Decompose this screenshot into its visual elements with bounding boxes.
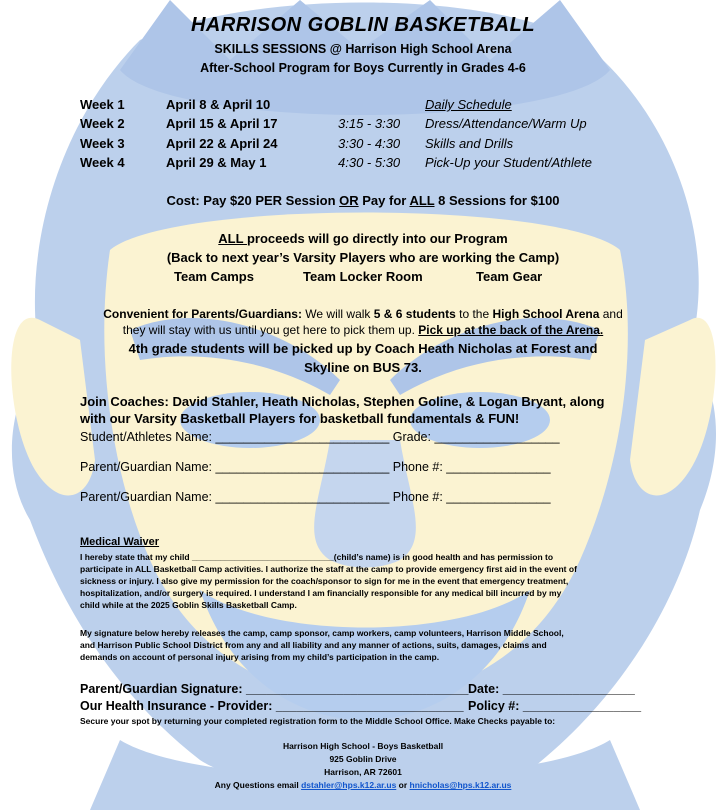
coaches-line-2: with our Varsity Basketball Players for basketball fundamentals & FUN! — [80, 411, 520, 426]
signature-field[interactable]: Parent/Guardian Signature: ________________________________ — [80, 682, 469, 696]
cost-line — [0, 193, 726, 208]
release-line: and Harrison Public School District from any and all liability and any manner of actions, suits, damages, claims and — [80, 640, 547, 650]
convenience-line-2 — [0, 323, 726, 337]
address-line-1: Harrison High School - Boys Basketball — [282, 741, 444, 751]
item-team-gear: Team Gear — [476, 269, 543, 284]
address-line-3: Harrison, AR 72601 — [324, 767, 402, 777]
release-line: demands on account of personal injury arising from my child’s participation in the camp. — [80, 652, 440, 662]
week-3-label: Week 3 — [80, 136, 125, 151]
proceeds-line — [0, 231, 726, 246]
convenience-lead: Convenient for Parents/Guardians: — [103, 307, 302, 321]
waiver-line: hospitalization, and/or surgery is required. I understand I am financially responsible for any medical bill incurred by my — [80, 588, 562, 598]
contact-line — [0, 780, 726, 790]
coaches-line-1: Join Coaches: David Stahler, Heath Nicholas, Stephen Goline, & Logan Bryant, along — [80, 394, 605, 409]
convenience-line-1 — [0, 307, 726, 321]
waiver-line: participate in ALL Basketball Camp activities. I authorize the staff at the camp to provide emergency first aid in the event of — [80, 564, 577, 574]
schedule-activity: Dress/Attendance/Warm Up — [425, 116, 587, 131]
address-line-2: 925 Goblin Drive — [329, 754, 397, 764]
item-locker-room: Team Locker Room — [303, 269, 423, 284]
pickup-location: Pick up at the back of the Arena. — [418, 323, 604, 337]
convenience-text: to the — [455, 307, 493, 321]
student-name-grade-field[interactable]: Student/Athletes Name: _________________________ Grade: __________________ — [80, 430, 560, 444]
daily-schedule-heading: Daily Schedule — [425, 97, 512, 112]
week-4-dates: April 29 & May 1 — [166, 155, 267, 170]
week-2-label: Week 2 — [80, 116, 125, 131]
convenience-text: and — [599, 307, 623, 321]
week-2-dates: April 15 & April 17 — [166, 116, 278, 131]
fourth-grade-line-2: Skyline on BUS 73. — [304, 360, 422, 375]
proceeds-detail: (Back to next year’s Varsity Players who are working the Camp) — [166, 250, 560, 265]
waiver-line: I hereby state that my child ______________________________(child’s name) is in good health and has permission to — [80, 552, 554, 562]
convenience-text: We will walk — [301, 307, 374, 321]
item-team-camps: Team Camps — [174, 269, 254, 284]
convenience-text: they will stay with us until you get here to pick them up. — [122, 323, 419, 337]
secure-spot-note: Secure your spot by returning your completed registration form to the Middle School Office. Make Checks payable to: — [80, 716, 556, 726]
subtitle-skills-sessions: SKILLS SESSIONS @ Harrison High School Arena — [214, 42, 512, 56]
subtitle-program: After-School Program for Boys Currently in Grades 4-6 — [200, 61, 526, 75]
cost-suffix: 8 Sessions for $100 — [434, 193, 560, 208]
cost-all: ALL — [409, 193, 435, 208]
date-field[interactable]: Date: ___________________ — [468, 682, 635, 696]
insurance-provider-field[interactable]: Our Health Insurance - Provider: ___________________________ — [80, 699, 464, 713]
schedule-time: 4:30 - 5:30 — [338, 155, 401, 170]
email-link-stahler[interactable]: dstahler@hps.k12.ar.us — [301, 780, 397, 790]
cost-or: OR — [339, 193, 359, 208]
cost-prefix: Cost: Pay $20 PER Session — [166, 193, 340, 208]
release-line: My signature below hereby releases the camp, camp sponsor, camp workers, camp volunteers, Harrison Middle School, — [80, 628, 564, 638]
parent-guardian-field-2[interactable]: Parent/Guardian Name: _________________________ Phone #: _______________ — [80, 490, 551, 504]
email-link-nicholas[interactable]: hnicholas@hps.k12.ar.us — [409, 780, 512, 790]
contact-or: or — [396, 780, 410, 790]
week-1-label: Week 1 — [80, 97, 125, 112]
medical-waiver-heading: Medical Waiver — [80, 536, 160, 548]
week-4-label: Week 4 — [80, 155, 125, 170]
waiver-line: child while at the 2025 Goblin Skills Basketball Camp. — [80, 600, 297, 610]
fourth-grade-line-1: 4th grade students will be picked up by Coach Heath Nicholas at Forest and — [128, 341, 598, 356]
convenience-grades: 5 & 6 students — [373, 307, 456, 321]
convenience-place: High School Arena — [492, 307, 600, 321]
schedule-activity: Pick-Up your Student/Athlete — [425, 155, 592, 170]
cost-mid: Pay for — [358, 193, 410, 208]
parent-guardian-field-1[interactable]: Parent/Guardian Name: _________________________ Phone #: _______________ — [80, 460, 551, 474]
schedule-activity: Skills and Drills — [425, 136, 514, 151]
schedule-time: 3:30 - 4:30 — [338, 136, 401, 151]
page-title: HARRISON GOBLIN BASKETBALL — [190, 14, 536, 36]
week-1-dates: April 8 & April 10 — [166, 97, 271, 112]
contact-prefix: Any Questions email — [214, 780, 302, 790]
policy-number-field[interactable]: Policy #: _________________ — [468, 699, 642, 713]
week-3-dates: April 22 & April 24 — [166, 136, 278, 151]
proceeds-all: ALL — [218, 231, 247, 246]
schedule-time: 3:15 - 3:30 — [338, 116, 401, 131]
waiver-line: sickness or injury. I also give my permission for the coach/sponsor to sign for me in the event that emergency treatment, — [80, 576, 569, 586]
proceeds-rest: proceeds will go directly into our Program — [246, 231, 508, 246]
